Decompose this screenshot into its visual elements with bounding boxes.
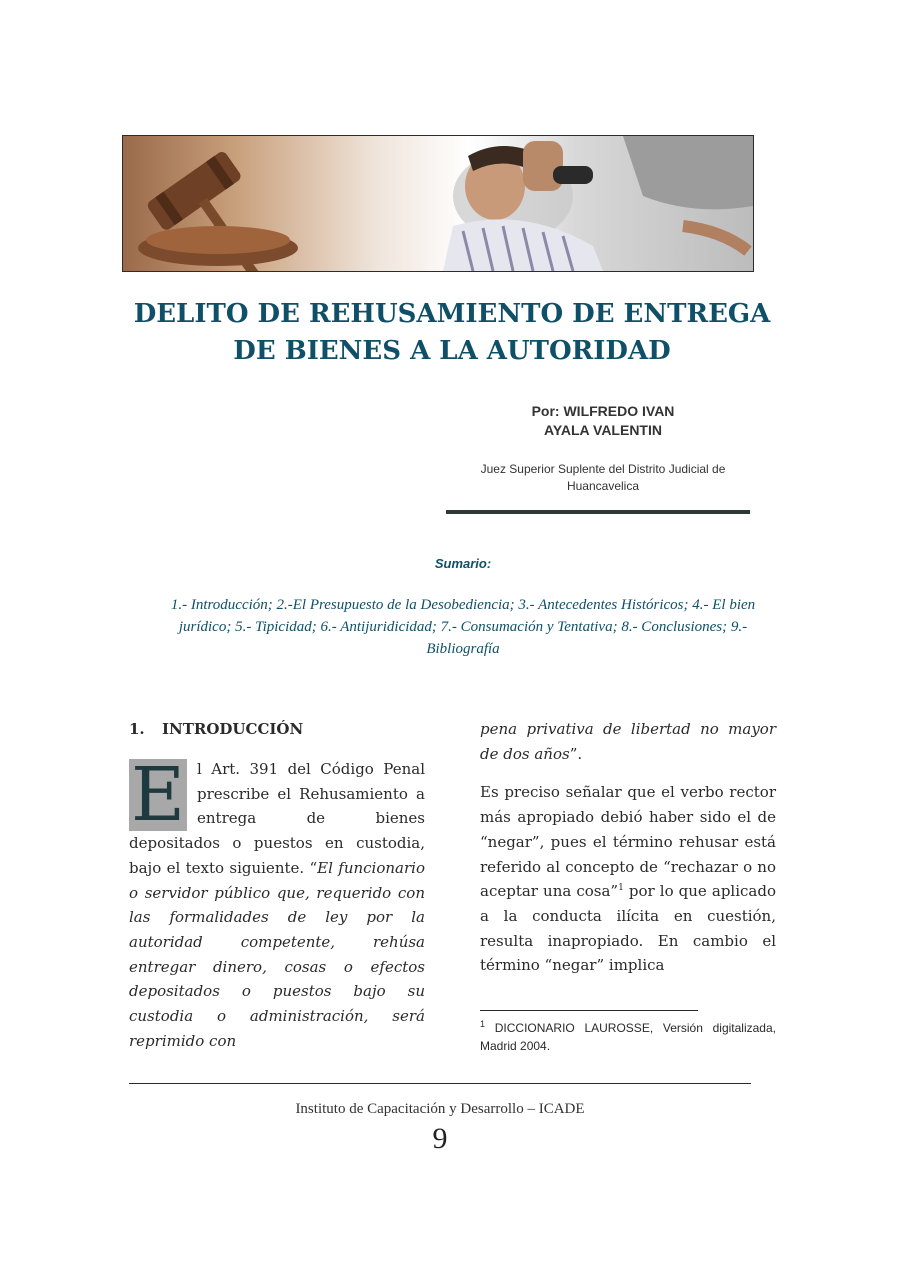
- author-divider: [446, 510, 750, 514]
- footnote-marker: 1: [480, 1019, 486, 1029]
- summary-text: 1.- Introducción; 2.-El Presupuesto de la Desobediencia; 3.- Antecedentes Históricos; 4.- El bien jurídico; 5.- Tipicidad; 6.- Antijuridicidad; 7.- Consumación y Tentativa; 8.- Conclusiones; 9.- Bibliografía: [170, 597, 756, 657]
- quote-continuation: [480, 717, 776, 766]
- article-title: DELITO DE REHUSAMIENTO DE ENTREGA DE BIENES A LA AUTORIDAD: [133, 299, 771, 366]
- footer-divider: [129, 1083, 751, 1084]
- author-name-line1: Por: WILFREDO IVAN: [531, 403, 675, 419]
- left-column: [129, 717, 425, 1053]
- dropcap-letter: E: [130, 752, 186, 838]
- intro-text: l Art. 391 del Código Penal prescribe el Rehusamiento a entrega de bienes depositados o puestos en custodia, bajo el texto siguiente. “: [129, 760, 425, 877]
- quote-continuation-text: pena privativa de libertad no mayor de dos años: [480, 720, 776, 763]
- verb-paragraph-text: Es preciso señalar que el verbo rector más apropiado debió haber sido el de “negar”, pues el término rehusar está referido al concepto de “rechazar o no aceptar una cosa”: [480, 783, 776, 901]
- summary-label: Sumario:: [434, 556, 492, 571]
- author-name-line2: AYALA VALENTIN: [544, 422, 662, 438]
- section-number: 1.: [129, 720, 145, 738]
- author-block: [450, 402, 756, 440]
- footnote: [480, 1019, 776, 1055]
- right-column: [480, 717, 776, 978]
- footnote-text: DICCIONARIO LAUROSSE, Versión digitalizada, Madrid 2004.: [480, 1021, 776, 1053]
- section-title: INTRODUCCIÓN: [162, 720, 304, 738]
- gavel-and-arrest-illustration: [123, 136, 753, 271]
- author-affiliation: Juez Superior Suplente del Distrito Judicial de Huancavelica: [480, 462, 726, 493]
- page-number: 9: [432, 1122, 448, 1155]
- verb-paragraph-continued: por lo que aplicado a la conducta ilícita en cuestión, resulta inapropiado. En cambio el término “negar” implica: [480, 882, 776, 975]
- footer-institute: Instituto de Capacitación y Desarrollo – ICADE: [295, 1101, 585, 1117]
- header-banner-image: [122, 135, 754, 272]
- footnote-reference[interactable]: 1: [618, 883, 624, 894]
- intro-quote: El funcionario o servidor público que, requerido con las formalidades de ley por la autoridad competente, rehúsa entregar dinero, cosas o efectos depositados o puestos bajo su custodia o administración, será reprimido con: [129, 858, 425, 1050]
- section-heading: [129, 717, 425, 741]
- intro-paragraph: [129, 752, 425, 1053]
- verb-paragraph: [480, 780, 776, 978]
- footnote-divider: [480, 1010, 698, 1011]
- quote-close: ”.: [569, 744, 583, 763]
